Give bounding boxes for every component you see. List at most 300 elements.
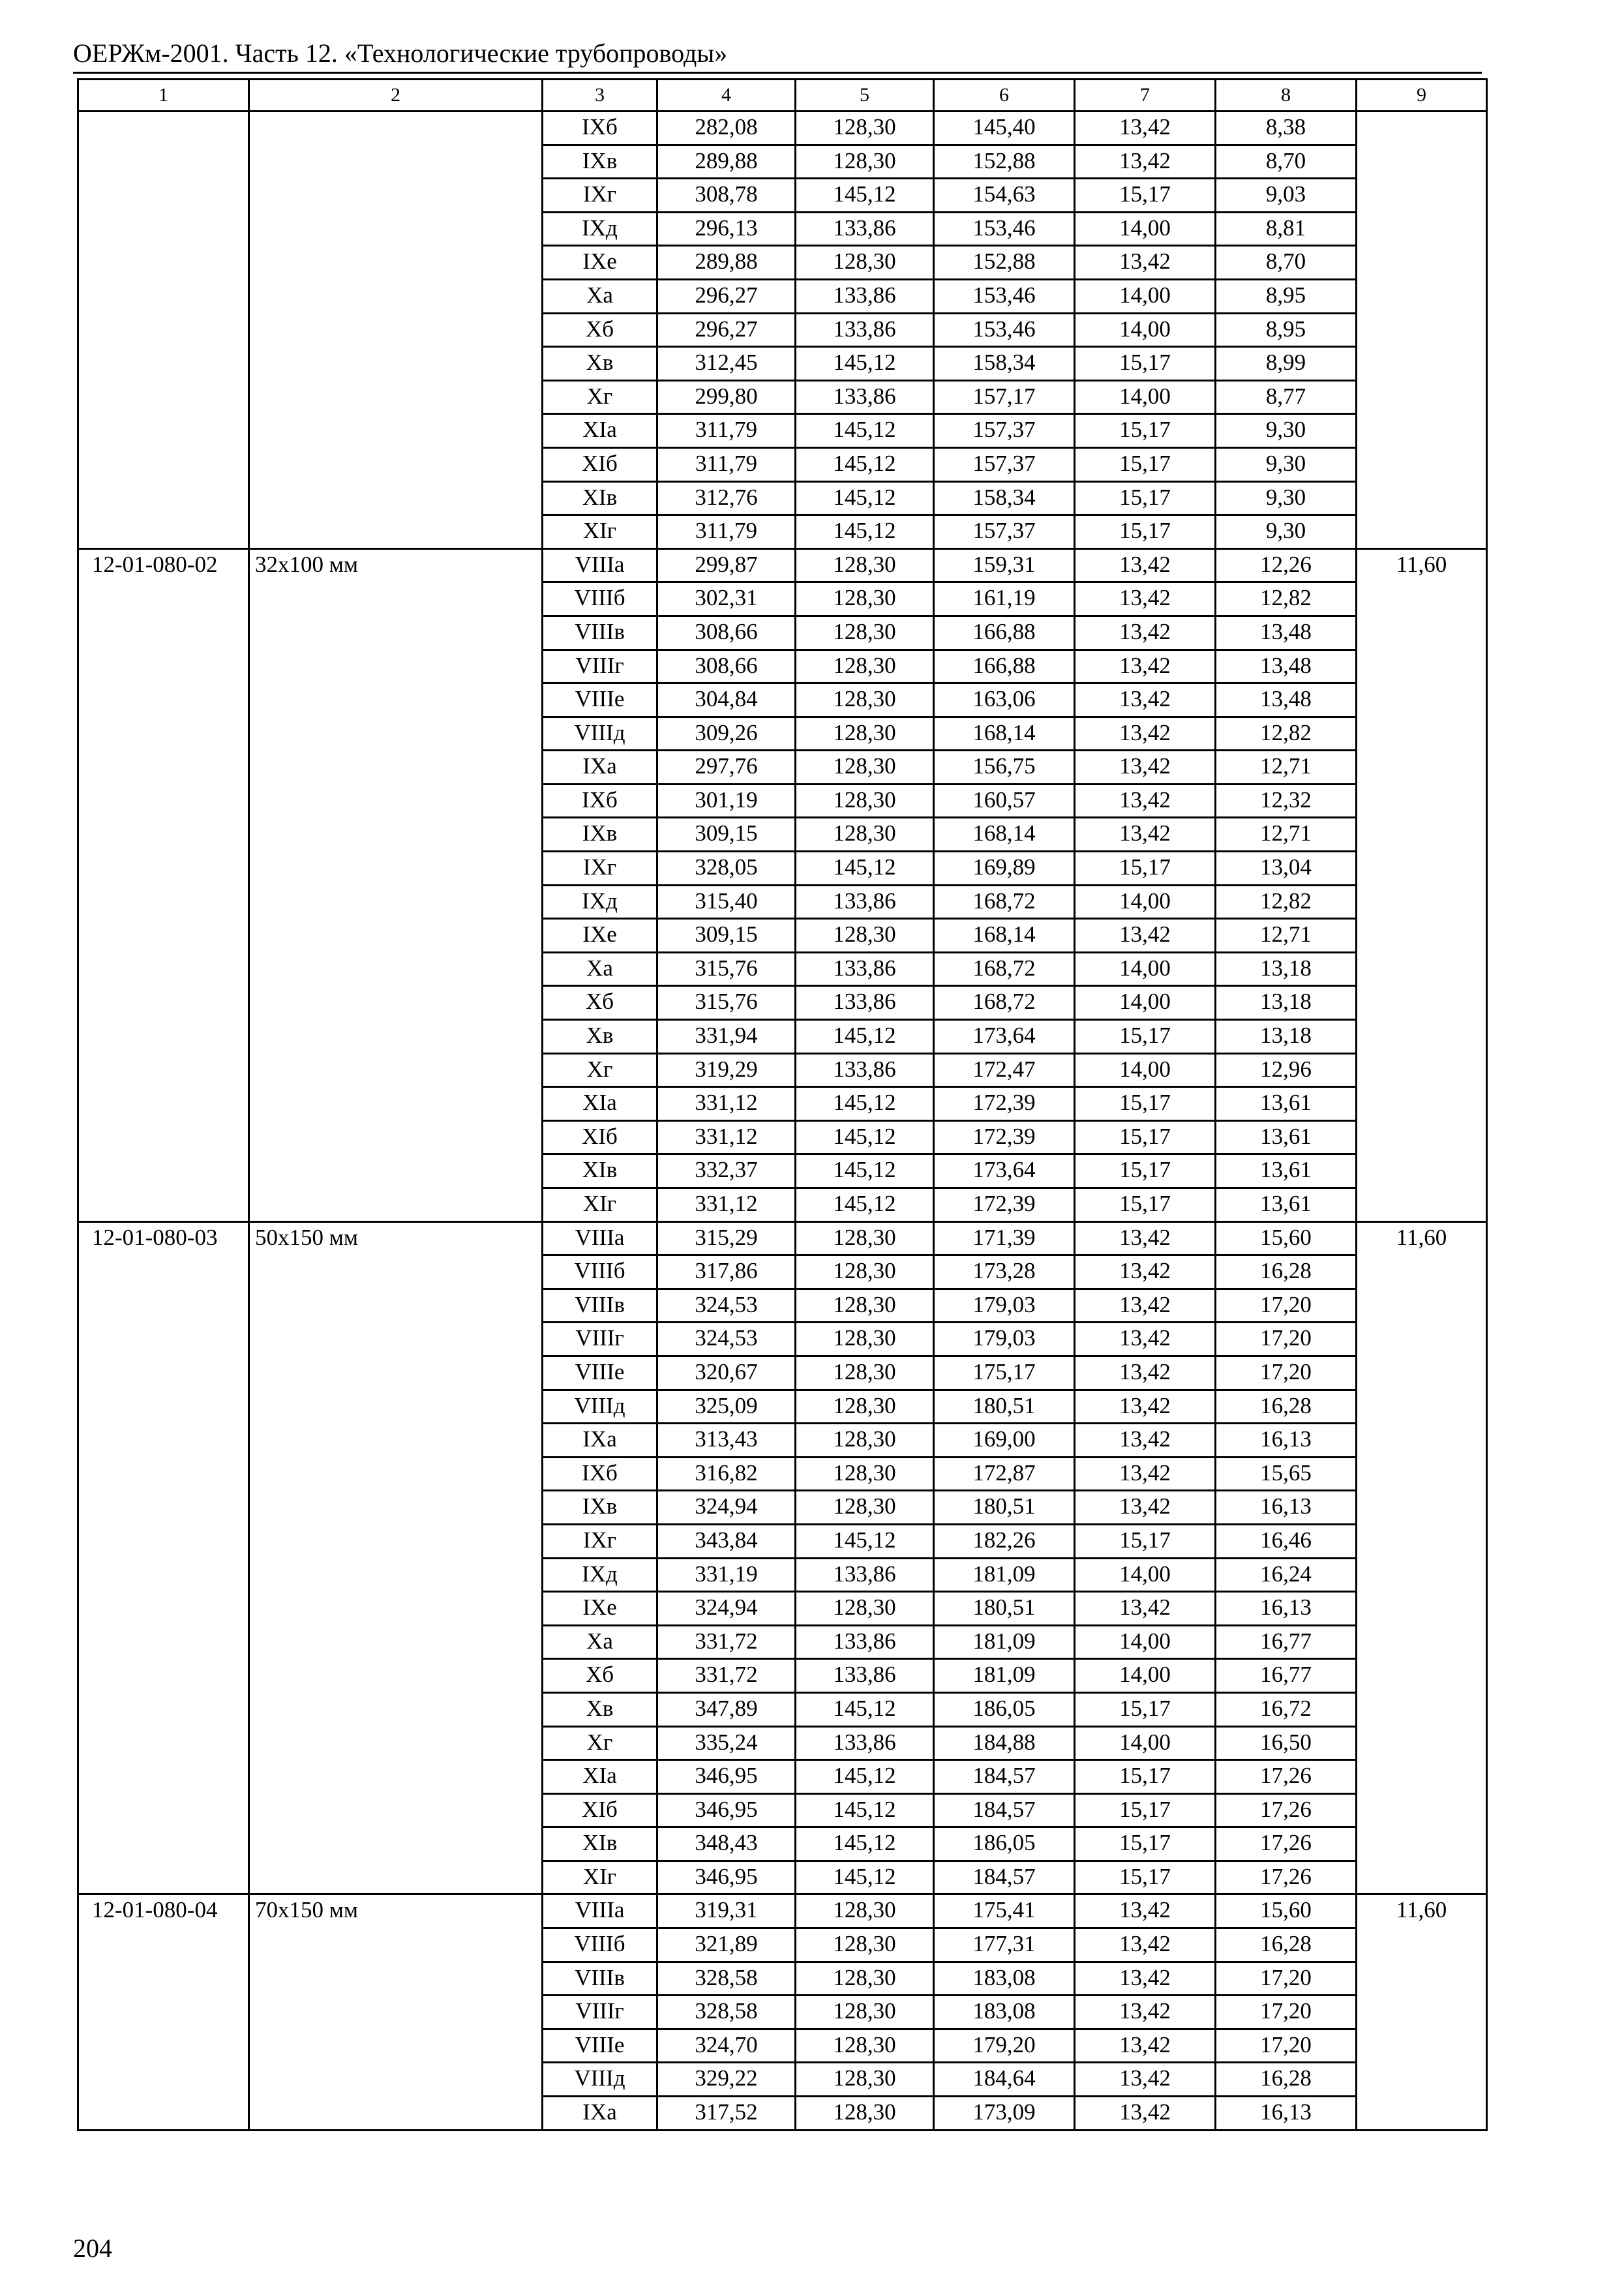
value-cell: 8,95 bbox=[1216, 279, 1357, 313]
value-cell: 128,30 bbox=[796, 1928, 934, 1962]
page-number: 204 bbox=[73, 2234, 112, 2263]
value-cell: 128,30 bbox=[796, 784, 934, 818]
value-cell: 160,57 bbox=[934, 784, 1075, 818]
value-cell: 133,86 bbox=[796, 1726, 934, 1760]
value-cell: 13,42 bbox=[1075, 1390, 1216, 1424]
column-number: 4 bbox=[657, 80, 796, 112]
value-cell: 15,17 bbox=[1075, 1861, 1216, 1894]
value-cell: 128,30 bbox=[796, 1323, 934, 1356]
value-cell: 308,66 bbox=[657, 650, 796, 683]
value-cell: 169,89 bbox=[934, 852, 1075, 886]
value-cell: 17,20 bbox=[1216, 1323, 1357, 1356]
value-cell: 8,70 bbox=[1216, 246, 1357, 280]
value-cell: 328,58 bbox=[657, 1962, 796, 1996]
value-cell: 328,05 bbox=[657, 852, 796, 886]
value-cell: 145,12 bbox=[796, 1827, 934, 1861]
rate-name-cell bbox=[249, 112, 543, 549]
value-cell: 157,17 bbox=[934, 380, 1075, 414]
value-cell: 309,15 bbox=[657, 818, 796, 852]
value-cell: 133,86 bbox=[796, 313, 934, 347]
value-cell: 133,86 bbox=[796, 1659, 934, 1693]
value-cell: 312,76 bbox=[657, 481, 796, 515]
value-cell: 128,30 bbox=[796, 2063, 934, 2097]
value-cell: 133,86 bbox=[796, 279, 934, 313]
value-cell: 13,42 bbox=[1075, 1289, 1216, 1323]
value-cell: 15,17 bbox=[1075, 852, 1216, 886]
value-cell: 14,00 bbox=[1075, 1558, 1216, 1592]
value-cell: 12,26 bbox=[1216, 548, 1357, 582]
value-cell: 133,86 bbox=[796, 1625, 934, 1659]
value-cell: 12,71 bbox=[1216, 818, 1357, 852]
value-cell: 128,30 bbox=[796, 1289, 934, 1323]
value-cell: 296,13 bbox=[657, 212, 796, 246]
region-cell: IXа bbox=[543, 751, 657, 785]
value-cell: 15,17 bbox=[1075, 447, 1216, 481]
region-cell: IXе bbox=[543, 919, 657, 953]
region-cell: VIIIв bbox=[543, 616, 657, 650]
value-cell: 17,20 bbox=[1216, 2029, 1357, 2063]
value-cell: 299,80 bbox=[657, 380, 796, 414]
value-cell: 145,12 bbox=[796, 1760, 934, 1794]
value-cell: 321,89 bbox=[657, 1928, 796, 1962]
value-cell: 166,88 bbox=[934, 616, 1075, 650]
value-cell: 8,77 bbox=[1216, 380, 1357, 414]
value-cell: 13,42 bbox=[1075, 1356, 1216, 1390]
value-cell: 128,30 bbox=[796, 1996, 934, 2029]
value-cell: 166,88 bbox=[934, 650, 1075, 683]
value-cell: 320,67 bbox=[657, 1356, 796, 1390]
value-cell: 152,88 bbox=[934, 145, 1075, 179]
value-cell: 332,37 bbox=[657, 1154, 796, 1188]
value-cell: 13,42 bbox=[1075, 1996, 1216, 2029]
value-cell: 184,57 bbox=[934, 1861, 1075, 1894]
value-cell: 8,95 bbox=[1216, 313, 1357, 347]
value-cell: 14,00 bbox=[1075, 1726, 1216, 1760]
value-cell: 12,71 bbox=[1216, 919, 1357, 953]
value-cell: 331,12 bbox=[657, 1087, 796, 1121]
value-cell: 133,86 bbox=[796, 952, 934, 986]
value-cell: 13,61 bbox=[1216, 1087, 1357, 1121]
value-cell: 13,42 bbox=[1075, 145, 1216, 179]
value-cell: 13,42 bbox=[1075, 246, 1216, 280]
value-cell: 13,61 bbox=[1216, 1188, 1357, 1222]
value-cell: 309,26 bbox=[657, 717, 796, 751]
value-cell: 13,42 bbox=[1075, 1323, 1216, 1356]
value-cell: 13,42 bbox=[1075, 548, 1216, 582]
value-cell: 133,86 bbox=[796, 1558, 934, 1592]
value-cell: 15,17 bbox=[1075, 1793, 1216, 1827]
value-cell: 15,17 bbox=[1075, 1020, 1216, 1054]
value-cell: 348,43 bbox=[657, 1827, 796, 1861]
column-number-row bbox=[78, 80, 1487, 112]
region-cell: XIг bbox=[543, 1861, 657, 1894]
value-cell: 289,88 bbox=[657, 145, 796, 179]
value-cell: 13,18 bbox=[1216, 952, 1357, 986]
value-cell: 145,12 bbox=[796, 852, 934, 886]
value-cell: 145,40 bbox=[934, 112, 1075, 145]
column-number: 2 bbox=[249, 80, 543, 112]
region-cell: IXа bbox=[543, 1424, 657, 1458]
region-cell: VIIIе bbox=[543, 1356, 657, 1390]
value-cell: 13,42 bbox=[1075, 919, 1216, 953]
value-cell: 15,17 bbox=[1075, 179, 1216, 213]
value-cell: 13,42 bbox=[1075, 1894, 1216, 1928]
value-cell: 128,30 bbox=[796, 717, 934, 751]
value-cell: 13,48 bbox=[1216, 616, 1357, 650]
region-cell: XIв bbox=[543, 1827, 657, 1861]
value-cell: 145,12 bbox=[796, 1120, 934, 1154]
value-cell: 13,42 bbox=[1075, 683, 1216, 717]
region-cell: VIIIд bbox=[543, 717, 657, 751]
value-cell: 319,31 bbox=[657, 1894, 796, 1928]
value-cell: 296,27 bbox=[657, 313, 796, 347]
value-cell: 13,42 bbox=[1075, 112, 1216, 145]
value-cell: 17,26 bbox=[1216, 1861, 1357, 1894]
value-cell: 184,57 bbox=[934, 1760, 1075, 1794]
region-cell: VIIIа bbox=[543, 548, 657, 582]
value-cell: 181,09 bbox=[934, 1659, 1075, 1693]
region-cell: IXг bbox=[543, 179, 657, 213]
value-cell: 133,86 bbox=[796, 1053, 934, 1087]
value-cell: 308,78 bbox=[657, 179, 796, 213]
value-cell: 15,17 bbox=[1075, 1120, 1216, 1154]
value-cell: 128,30 bbox=[796, 1424, 934, 1458]
value-cell: 9,30 bbox=[1216, 447, 1357, 481]
value-cell: 16,28 bbox=[1216, 2063, 1357, 2097]
value-cell: 15,17 bbox=[1075, 481, 1216, 515]
value-cell: 13,42 bbox=[1075, 2029, 1216, 2063]
value-cell: 12,82 bbox=[1216, 582, 1357, 616]
value-cell: 14,00 bbox=[1075, 986, 1216, 1020]
value-cell: 145,12 bbox=[796, 481, 934, 515]
value-cell: 13,42 bbox=[1075, 717, 1216, 751]
value-cell: 16,28 bbox=[1216, 1390, 1357, 1424]
value-cell: 9,30 bbox=[1216, 414, 1357, 448]
value-cell: 346,95 bbox=[657, 1760, 796, 1794]
value-cell: 15,17 bbox=[1075, 1524, 1216, 1558]
region-cell: Xв bbox=[543, 1692, 657, 1726]
value-cell: 145,12 bbox=[796, 1087, 934, 1121]
value-cell: 302,31 bbox=[657, 582, 796, 616]
region-cell: XIб bbox=[543, 1793, 657, 1827]
value-cell: 16,13 bbox=[1216, 1424, 1357, 1458]
value-cell: 128,30 bbox=[796, 751, 934, 785]
value-cell: 128,30 bbox=[796, 683, 934, 717]
value-cell: 16,77 bbox=[1216, 1659, 1357, 1693]
value-cell: 145,12 bbox=[796, 1188, 934, 1222]
value-cell: 128,30 bbox=[796, 650, 934, 683]
region-cell: XIа bbox=[543, 1760, 657, 1794]
value-cell: 8,70 bbox=[1216, 145, 1357, 179]
value-cell: 145,12 bbox=[796, 347, 934, 381]
value-cell: 179,20 bbox=[934, 2029, 1075, 2063]
value-cell: 282,08 bbox=[657, 112, 796, 145]
region-cell: Xв bbox=[543, 347, 657, 381]
value-cell: 145,12 bbox=[796, 1793, 934, 1827]
value-cell: 172,47 bbox=[934, 1053, 1075, 1087]
value-cell: 12,32 bbox=[1216, 784, 1357, 818]
value-cell: 324,94 bbox=[657, 1592, 796, 1626]
value-cell: 172,39 bbox=[934, 1188, 1075, 1222]
value-cell: 183,08 bbox=[934, 1996, 1075, 2029]
region-cell: XIг bbox=[543, 515, 657, 549]
value-cell: 184,88 bbox=[934, 1726, 1075, 1760]
value-cell: 16,46 bbox=[1216, 1524, 1357, 1558]
value-cell: 145,12 bbox=[796, 1692, 934, 1726]
value-cell: 331,12 bbox=[657, 1120, 796, 1154]
region-cell: XIв bbox=[543, 1154, 657, 1188]
value-cell: 128,30 bbox=[796, 2097, 934, 2131]
value-cell: 319,29 bbox=[657, 1053, 796, 1087]
value-cell: 17,20 bbox=[1216, 1996, 1357, 2029]
rates-table bbox=[77, 78, 1488, 2131]
region-cell: Xб bbox=[543, 1659, 657, 1693]
value-cell: 317,52 bbox=[657, 2097, 796, 2131]
value-cell: 157,37 bbox=[934, 515, 1075, 549]
value-cell: 172,87 bbox=[934, 1457, 1075, 1491]
value-cell: 317,86 bbox=[657, 1255, 796, 1289]
value-cell: 168,14 bbox=[934, 818, 1075, 852]
value-cell: 180,51 bbox=[934, 1592, 1075, 1626]
value-cell: 173,64 bbox=[934, 1020, 1075, 1054]
column-number: 1 bbox=[78, 80, 249, 112]
rate-code-cell: 12-01-080-03 bbox=[78, 1221, 249, 1894]
region-cell: VIIIг bbox=[543, 1996, 657, 2029]
value-cell: 13,61 bbox=[1216, 1120, 1357, 1154]
value-cell: 17,20 bbox=[1216, 1289, 1357, 1323]
column-number: 6 bbox=[934, 80, 1075, 112]
value-cell: 14,00 bbox=[1075, 1625, 1216, 1659]
region-cell: IXд bbox=[543, 885, 657, 919]
value-cell: 16,28 bbox=[1216, 1255, 1357, 1289]
value-cell: 128,30 bbox=[796, 1255, 934, 1289]
region-cell: IXе bbox=[543, 246, 657, 280]
value-cell: 16,13 bbox=[1216, 1491, 1357, 1525]
value-cell: 324,94 bbox=[657, 1491, 796, 1525]
value-cell: 128,30 bbox=[796, 1457, 934, 1491]
value-cell: 13,61 bbox=[1216, 1154, 1357, 1188]
value-cell: 13,42 bbox=[1075, 1928, 1216, 1962]
region-cell: VIIIв bbox=[543, 1962, 657, 1996]
value-cell: 315,76 bbox=[657, 986, 796, 1020]
region-cell: IXе bbox=[543, 1592, 657, 1626]
value-cell: 175,41 bbox=[934, 1894, 1075, 1928]
value-cell: 128,30 bbox=[796, 919, 934, 953]
rate-code-cell bbox=[78, 112, 249, 549]
value-cell: 183,08 bbox=[934, 1962, 1075, 1996]
value-cell: 343,84 bbox=[657, 1524, 796, 1558]
value-cell: 14,00 bbox=[1075, 1053, 1216, 1087]
value-cell: 172,39 bbox=[934, 1087, 1075, 1121]
column-number: 8 bbox=[1216, 80, 1357, 112]
value-cell: 128,30 bbox=[796, 818, 934, 852]
value-cell: 173,64 bbox=[934, 1154, 1075, 1188]
value-cell: 312,45 bbox=[657, 347, 796, 381]
region-cell: IXб bbox=[543, 1457, 657, 1491]
value-cell: 313,43 bbox=[657, 1424, 796, 1458]
value-cell: 14,00 bbox=[1075, 380, 1216, 414]
value-cell: 145,12 bbox=[796, 1524, 934, 1558]
value-cell: 168,14 bbox=[934, 919, 1075, 953]
header-rule bbox=[73, 72, 1482, 74]
region-cell: Xв bbox=[543, 1020, 657, 1054]
value-cell: 16,28 bbox=[1216, 1928, 1357, 1962]
value-cell: 171,39 bbox=[934, 1221, 1075, 1255]
value-cell: 153,46 bbox=[934, 313, 1075, 347]
value-cell: 16,13 bbox=[1216, 2097, 1357, 2131]
value-cell: 153,46 bbox=[934, 279, 1075, 313]
value-cell: 296,27 bbox=[657, 279, 796, 313]
value-cell: 331,12 bbox=[657, 1188, 796, 1222]
value-cell: 156,75 bbox=[934, 751, 1075, 785]
region-cell: IXа bbox=[543, 2097, 657, 2131]
value-cell: 161,19 bbox=[934, 582, 1075, 616]
value-cell: 173,28 bbox=[934, 1255, 1075, 1289]
value-cell: 163,06 bbox=[934, 683, 1075, 717]
value-cell: 128,30 bbox=[796, 1221, 934, 1255]
value-cell: 289,88 bbox=[657, 246, 796, 280]
value-cell: 15,60 bbox=[1216, 1221, 1357, 1255]
value-cell: 128,30 bbox=[796, 112, 934, 145]
region-cell: IXг bbox=[543, 852, 657, 886]
value-cell: 13,42 bbox=[1075, 1255, 1216, 1289]
region-cell: VIIIг bbox=[543, 650, 657, 683]
value-cell: 13,48 bbox=[1216, 650, 1357, 683]
region-cell: VIIIа bbox=[543, 1221, 657, 1255]
value-cell: 13,18 bbox=[1216, 1020, 1357, 1054]
value-cell: 13,42 bbox=[1075, 1221, 1216, 1255]
value-cell: 331,19 bbox=[657, 1558, 796, 1592]
value-cell: 346,95 bbox=[657, 1861, 796, 1894]
region-cell: Xа bbox=[543, 279, 657, 313]
region-cell: XIб bbox=[543, 1120, 657, 1154]
value-cell: 297,76 bbox=[657, 751, 796, 785]
value-cell: 177,31 bbox=[934, 1928, 1075, 1962]
region-cell: VIIIе bbox=[543, 683, 657, 717]
value-cell: 16,24 bbox=[1216, 1558, 1357, 1592]
value-cell: 17,20 bbox=[1216, 1356, 1357, 1390]
value-cell: 316,82 bbox=[657, 1457, 796, 1491]
region-cell: Xг bbox=[543, 380, 657, 414]
value-cell: 173,09 bbox=[934, 2097, 1075, 2131]
value-cell: 152,88 bbox=[934, 246, 1075, 280]
value-cell: 128,30 bbox=[796, 2029, 934, 2063]
region-cell: IXв bbox=[543, 818, 657, 852]
value-cell: 179,03 bbox=[934, 1289, 1075, 1323]
region-cell: Xб bbox=[543, 313, 657, 347]
value-cell: 154,63 bbox=[934, 179, 1075, 213]
value-cell: 15,17 bbox=[1075, 515, 1216, 549]
value-cell: 13,42 bbox=[1075, 650, 1216, 683]
region-cell: Xа bbox=[543, 952, 657, 986]
value-cell: 17,26 bbox=[1216, 1760, 1357, 1794]
value-cell: 13,42 bbox=[1075, 1962, 1216, 1996]
value-cell: 145,12 bbox=[796, 515, 934, 549]
value-cell: 325,09 bbox=[657, 1390, 796, 1424]
value-cell: 169,00 bbox=[934, 1424, 1075, 1458]
rate-code-cell: 12-01-080-02 bbox=[78, 548, 249, 1221]
value-cell: 184,64 bbox=[934, 2063, 1075, 2097]
column-number: 7 bbox=[1075, 80, 1216, 112]
value-cell: 9,30 bbox=[1216, 481, 1357, 515]
value-cell: 315,76 bbox=[657, 952, 796, 986]
value-cell: 13,48 bbox=[1216, 683, 1357, 717]
value-cell: 324,53 bbox=[657, 1289, 796, 1323]
value-cell: 13,42 bbox=[1075, 2097, 1216, 2131]
value-cell: 145,12 bbox=[796, 179, 934, 213]
value-cell: 128,30 bbox=[796, 1592, 934, 1626]
value-cell: 13,18 bbox=[1216, 986, 1357, 1020]
value-cell: 315,29 bbox=[657, 1221, 796, 1255]
rate-name-cell: 32х100 мм bbox=[249, 548, 543, 1221]
value-cell: 128,30 bbox=[796, 1962, 934, 1996]
value-cell: 311,79 bbox=[657, 515, 796, 549]
region-cell: VIIIд bbox=[543, 2063, 657, 2097]
region-cell: Xа bbox=[543, 1625, 657, 1659]
value-cell: 15,17 bbox=[1075, 1188, 1216, 1222]
value-cell: 168,72 bbox=[934, 885, 1075, 919]
value-cell: 12,82 bbox=[1216, 885, 1357, 919]
value-cell: 186,05 bbox=[934, 1827, 1075, 1861]
value-cell: 14,00 bbox=[1075, 212, 1216, 246]
table-row bbox=[78, 548, 1487, 582]
value-cell: 15,17 bbox=[1075, 1827, 1216, 1861]
value-cell: 16,72 bbox=[1216, 1692, 1357, 1726]
value-cell: 145,12 bbox=[796, 1154, 934, 1188]
value-cell: 331,72 bbox=[657, 1659, 796, 1693]
value-cell: 145,12 bbox=[796, 1861, 934, 1894]
region-cell: XIв bbox=[543, 481, 657, 515]
value-cell: 168,14 bbox=[934, 717, 1075, 751]
value-cell: 16,13 bbox=[1216, 1592, 1357, 1626]
value-cell: 9,30 bbox=[1216, 515, 1357, 549]
region-cell: Xг bbox=[543, 1726, 657, 1760]
region-cell: IXв bbox=[543, 145, 657, 179]
value-cell: 128,30 bbox=[796, 616, 934, 650]
region-cell: VIIIе bbox=[543, 2029, 657, 2063]
value-cell: 17,26 bbox=[1216, 1793, 1357, 1827]
column-9-cell: 11,60 bbox=[1357, 1894, 1487, 2130]
region-cell: IXв bbox=[543, 1491, 657, 1525]
value-cell: 8,99 bbox=[1216, 347, 1357, 381]
value-cell: 309,15 bbox=[657, 919, 796, 953]
region-cell: VIIIд bbox=[543, 1390, 657, 1424]
value-cell: 329,22 bbox=[657, 2063, 796, 2097]
value-cell: 180,51 bbox=[934, 1491, 1075, 1525]
value-cell: 12,96 bbox=[1216, 1053, 1357, 1087]
value-cell: 311,79 bbox=[657, 414, 796, 448]
value-cell: 172,39 bbox=[934, 1120, 1075, 1154]
value-cell: 15,17 bbox=[1075, 1760, 1216, 1794]
value-cell: 128,30 bbox=[796, 145, 934, 179]
value-cell: 128,30 bbox=[796, 1356, 934, 1390]
value-cell: 13,42 bbox=[1075, 751, 1216, 785]
value-cell: 13,42 bbox=[1075, 582, 1216, 616]
value-cell: 335,24 bbox=[657, 1726, 796, 1760]
value-cell: 145,12 bbox=[796, 447, 934, 481]
value-cell: 304,84 bbox=[657, 683, 796, 717]
region-cell: XIб bbox=[543, 447, 657, 481]
value-cell: 133,86 bbox=[796, 380, 934, 414]
value-cell: 14,00 bbox=[1075, 1659, 1216, 1693]
region-cell: IXд bbox=[543, 212, 657, 246]
value-cell: 13,42 bbox=[1075, 1592, 1216, 1626]
value-cell: 157,37 bbox=[934, 414, 1075, 448]
value-cell: 347,89 bbox=[657, 1692, 796, 1726]
region-cell: VIIIб bbox=[543, 1255, 657, 1289]
region-cell: XIг bbox=[543, 1188, 657, 1222]
value-cell: 331,94 bbox=[657, 1020, 796, 1054]
